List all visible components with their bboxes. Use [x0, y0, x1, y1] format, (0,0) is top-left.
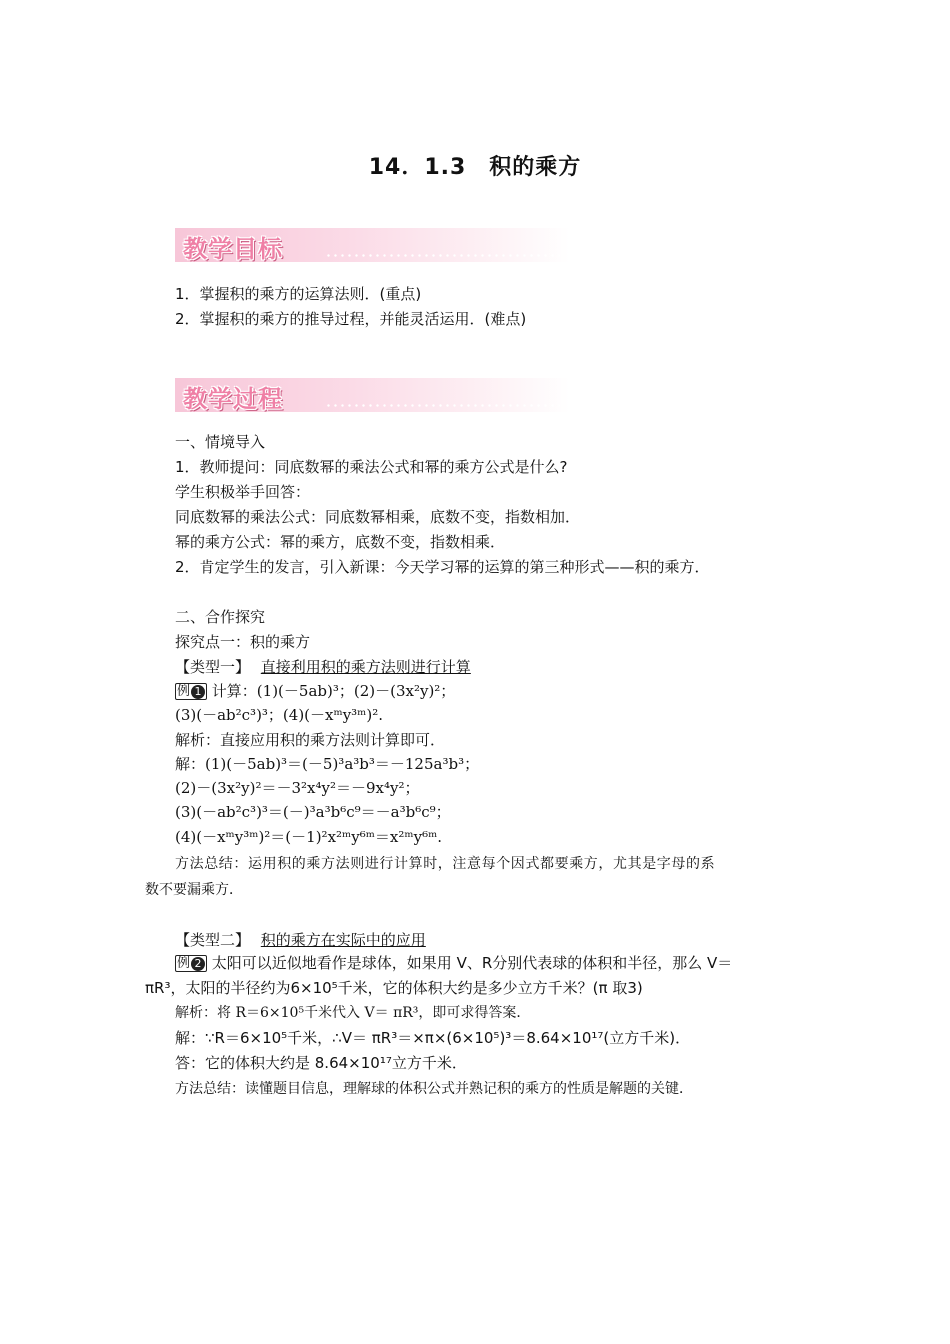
example1-question-b: (3)(－ab²c³)³；(4)(－xᵐy³ᵐ)². — [175, 706, 384, 724]
part2-heading: 二、合作探究 — [175, 608, 266, 626]
section-banner-goals — [175, 228, 570, 262]
part2-subheading: 探究点一：积的乘方 — [175, 633, 311, 651]
banner-dots — [325, 254, 560, 257]
example2-solution: 解：∵R＝6×10⁵千米，∴V＝ πR³＝×π×(6×10⁵)³＝8.64×10¹⁷(立方千米)． — [175, 1029, 691, 1047]
page-title: 14．1.3 积的乘方 — [368, 155, 582, 180]
example1-summary: 数不要漏乘方． — [145, 882, 243, 898]
example2-answer: 答：它的体积大约是 8.64×10¹⁷立方千米． — [175, 1054, 467, 1072]
example1-question-a: 计算：(1)(－5ab)³；(2)－(3x²y)²； — [211, 682, 456, 700]
example1-solution: 解：(1)(－5ab)³＝(－5)³a³b³＝－125a³b³； — [175, 755, 480, 773]
goal-item: 1．掌握积的乘方的运算法则．(重点) — [175, 285, 422, 303]
example2-question — [175, 953, 732, 973]
example2-badge — [175, 955, 207, 972]
part1-heading: 一、情境导入 — [175, 433, 266, 451]
example-number: 1 — [191, 685, 205, 699]
banner-label-process: 教学过程 — [183, 385, 283, 413]
type2-heading — [175, 930, 426, 950]
banner-label-goals: 教学目标 — [183, 235, 283, 263]
example1-badge — [175, 683, 207, 700]
goal-item: 2．掌握积的乘方的推导过程，并能灵活运用．(难点) — [175, 310, 527, 328]
type2-topic: 积的乘方在实际中的应用 — [260, 931, 426, 949]
banner-dots — [325, 404, 560, 407]
example1-question — [175, 681, 455, 701]
example-label: 例 — [177, 684, 191, 699]
part1-line: 同底数幂的乘法公式：同底数幂相乘，底数不变，指数相加． — [175, 508, 581, 526]
type1-heading — [175, 657, 471, 677]
example1-solution: (3)(－ab²c³)³＝(－)³a³b⁶c⁹＝－a³b⁶c⁹； — [175, 803, 451, 821]
type2-label: 【类型二】 — [175, 931, 251, 949]
example1-summary: 方法总结：运用积的乘方法则进行计算时，注意每个因式都要乘方，尤其是字母的系 — [175, 856, 716, 872]
example2-question-b: πR³，太阳的半径约为6×10⁵千米，它的体积大约是多少立方千米？(π 取3) — [145, 979, 643, 997]
part1-line: 1．教师提问：同底数幂的乘法公式和幂的乘方公式是什么? — [175, 458, 568, 476]
example2-question-a: 太阳可以近似地看作是球体，如果用 V、R分别代表球的体积和半径，那么 V＝ — [211, 954, 733, 972]
example2-analysis: 解析：将 R＝6×10⁵千米代入 V＝ πR³，即可求得答案． — [175, 1005, 531, 1021]
part1-line: 2．肯定学生的发言，引入新课：今天学习幂的运算的第三种形式——积的乘方． — [175, 558, 710, 576]
example-label: 例 — [177, 956, 191, 971]
type1-label: 【类型一】 — [175, 658, 251, 676]
section-banner-process — [175, 378, 570, 412]
example1-solution: (2)－(3x²y)²＝－3²x⁴y²＝－9x⁴y²； — [175, 779, 420, 797]
type1-topic: 直接利用积的乘方法则进行计算 — [260, 658, 471, 676]
example-number: 2 — [191, 957, 205, 971]
example1-analysis: 解析：直接应用积的乘方法则计算即可． — [175, 731, 446, 749]
part1-line: 幂的乘方公式：幂的乘方，底数不变，指数相乘． — [175, 533, 506, 551]
example2-summary: 方法总结：读懂题目信息，理解球的体积公式并熟记积的乘方的性质是解题的关键． — [175, 1081, 693, 1097]
example1-solution: (4)(－xᵐy³ᵐ)²＝(－1)²x²ᵐy⁶ᵐ＝x²ᵐy⁶ᵐ. — [175, 828, 443, 846]
part1-line: 学生积极举手回答： — [175, 483, 311, 501]
